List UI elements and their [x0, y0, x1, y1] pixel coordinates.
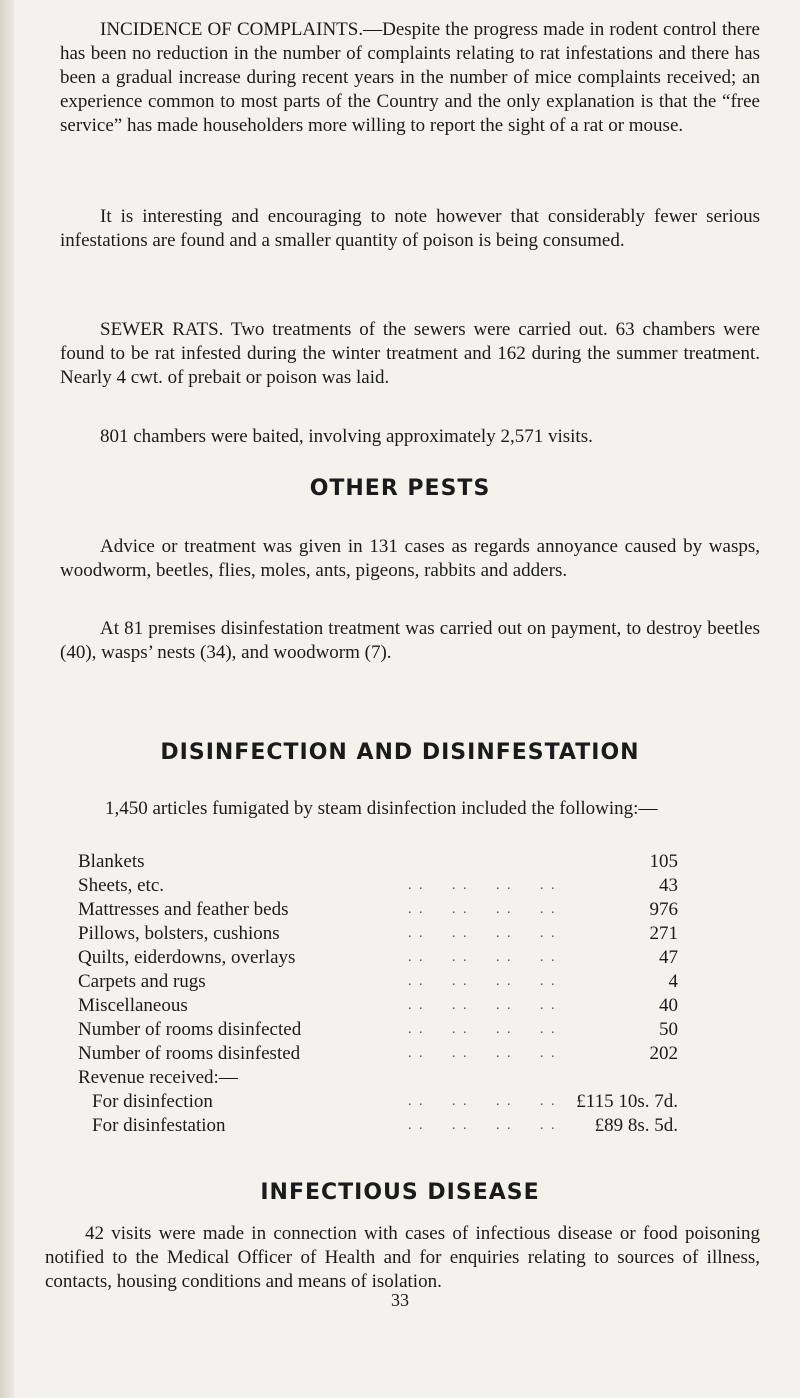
row-label: Pillows, bolsters, cushions	[78, 923, 280, 944]
rodent-complaints-text: —Despite the progress made in rodent control there has been no reduction in the number of complaints relating to rat infestations and there has been a gradual increase during recent years in the number of mice complaints received; an experience common to most parts of the Country and the only explanation is that the “free service” has made householders more willing to report the sight of a rat or mouse.	[60, 19, 760, 136]
chambers-baited-paragraph: 801 chambers were baited, involving approximately 2,571 visits.	[100, 426, 593, 447]
leader-dots: . . . . . . . .	[408, 1118, 557, 1133]
table-row	[78, 1090, 678, 1114]
row-value: 50	[659, 1019, 678, 1040]
table-row	[78, 1042, 678, 1066]
infectious-disease-paragraph: 42 visits were made in connection with cases of infectious disease or food poisoning notified to the Medical Officer of Health and for enquiries relating to sources of illness, contacts, housing conditions and means of isolation.	[45, 1223, 760, 1292]
table-row	[78, 922, 678, 946]
encouraging-paragraph: It is interesting and encouraging to note however that considerably fewer serious infestations are found and a smaller quantity of poison is being consumed.	[60, 206, 760, 251]
sewer-rats-lead: SEWER RATS.	[100, 319, 224, 340]
leader-dots: . . . . . . . .	[408, 974, 557, 989]
disinfection-heading: DISINFECTION AND DISINFESTATION	[160, 740, 640, 765]
leader-dots: . . . . . . . .	[408, 926, 557, 941]
rodent-complaints-paragraph	[60, 18, 760, 138]
fumigation-table	[78, 850, 678, 1138]
other-pests-heading: OTHER PESTS	[309, 476, 491, 501]
table-row	[78, 850, 678, 874]
table-row	[78, 946, 678, 970]
leader-dots: . . . . . . . .	[408, 902, 557, 917]
row-value: 976	[649, 899, 678, 920]
sewer-rats-text: Two treatments of the sewers were carried out. 63 chambers were found to be rat infested during the winter treatment and 162 during the summer treatment. Nearly 4 cwt. of prebait or poison was laid.	[60, 319, 760, 388]
row-label: Blankets	[78, 851, 145, 872]
infectious-disease-heading: INFECTIOUS DISEASE	[260, 1180, 540, 1205]
other-pests-paragraph-2: At 81 premises disinfestation treatment was carried out on payment, to destroy beetles (40), wasps’ nests (34), and woodworm (7).	[60, 618, 760, 663]
leader-dots: . . . . . . . .	[408, 998, 557, 1013]
row-label: Revenue received:—	[78, 1067, 238, 1088]
table-row	[78, 874, 678, 898]
row-label: Sheets, etc.	[78, 875, 165, 896]
row-label: For disinfestation	[92, 1115, 226, 1136]
row-label: Mattresses and feather beds	[78, 899, 289, 920]
fumigation-intro: 1,450 articles fumigated by steam disinfection included the following:—	[105, 798, 658, 819]
row-value: 271	[649, 923, 678, 944]
row-label: Quilts, eiderdowns, overlays	[78, 947, 296, 968]
table-row	[78, 898, 678, 922]
row-value: 4	[668, 971, 678, 992]
sewer-rats-paragraph	[60, 318, 760, 390]
leader-dots: . . . . . . . .	[408, 1022, 557, 1037]
page-number: 33	[391, 1290, 409, 1310]
other-pests-paragraph-1: Advice or treatment was given in 131 cases as regards annoyance caused by wasps, woodworm, beetles, flies, moles, ants, pigeons, rabbits and adders.	[60, 536, 760, 581]
row-value: 47	[659, 947, 678, 968]
row-label: Miscellaneous	[78, 995, 188, 1016]
row-label: For disinfection	[92, 1091, 213, 1112]
table-row	[78, 970, 678, 994]
leader-dots: . . . . . . . .	[408, 878, 557, 893]
row-value: 105	[649, 851, 678, 872]
leader-dots: . . . . . . . .	[408, 1094, 557, 1109]
table-row	[78, 1018, 678, 1042]
row-value: 40	[659, 995, 678, 1016]
leader-dots: . . . . . . . .	[408, 950, 557, 965]
row-value: 43	[659, 875, 678, 896]
leader-dots: . . . . . . . .	[408, 1046, 557, 1061]
table-row	[78, 1114, 678, 1138]
row-label: Number of rooms disinfested	[78, 1043, 301, 1064]
row-label: Number of rooms disinfected	[78, 1019, 302, 1040]
table-row	[78, 994, 678, 1018]
table-row	[78, 1066, 678, 1090]
row-value: £89 8s. 5d.	[594, 1115, 678, 1136]
row-label: Carpets and rugs	[78, 971, 206, 992]
rodent-complaints-lead: INCIDENCE OF COMPLAINTS.	[100, 19, 364, 40]
row-value: 202	[649, 1043, 678, 1064]
row-value: £115 10s. 7d.	[576, 1091, 678, 1112]
